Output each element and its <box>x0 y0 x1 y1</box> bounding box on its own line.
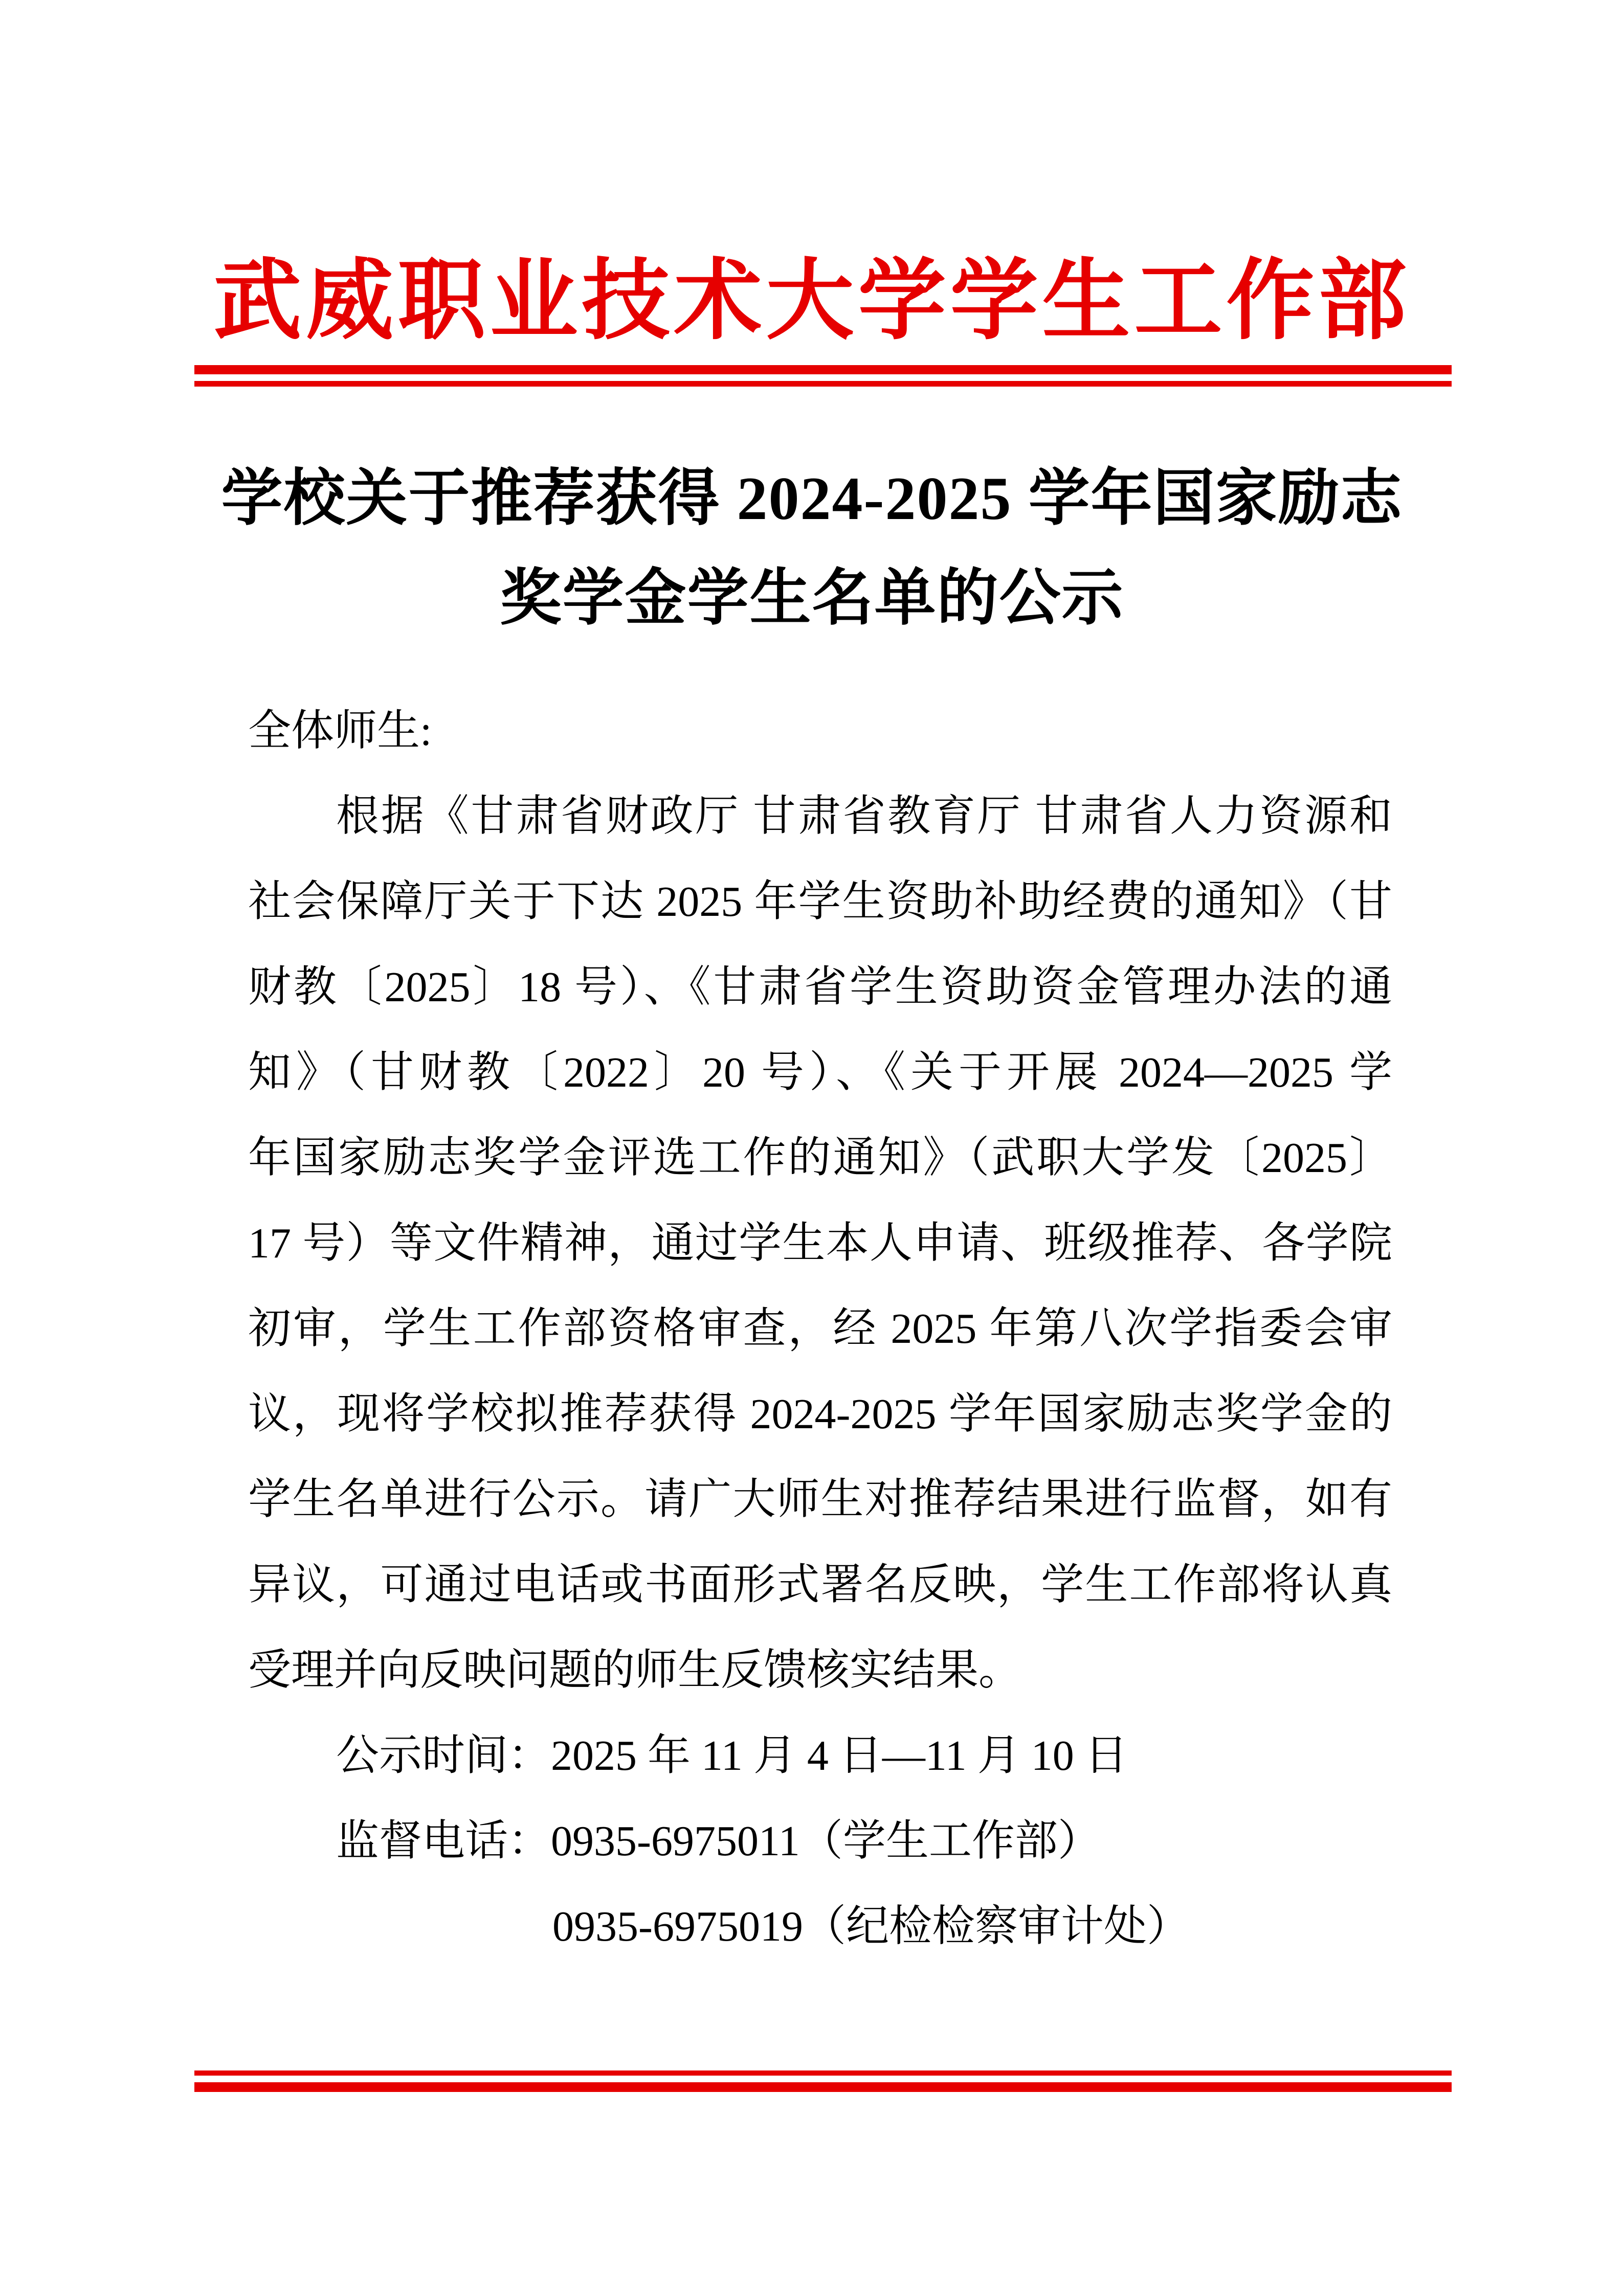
document-body <box>248 688 1392 1969</box>
letterhead-org-name: 武威职业技术大学学生工作部 <box>213 253 1411 350</box>
body-line: 财教〔2025〕18 号）、《甘肃省学生资助资金管理办法的通 <box>248 963 1392 1011</box>
body-line: 17 号）等文件精神，通过学生本人申请、班级推荐、各学院 <box>248 1220 1392 1267</box>
document-title <box>0 448 1624 648</box>
supervision-phone-1: 监督电话：0935-6975011（学生工作部） <box>336 1817 1101 1865</box>
header-rule-thick <box>194 365 1452 374</box>
header-rule-thin <box>194 381 1452 387</box>
footer-rule-thin <box>194 2070 1452 2076</box>
body-line: 学生名单进行公示。请广大师生对推荐结果进行监督，如有 <box>248 1476 1392 1523</box>
body-line: 年国家励志奖学金评选工作的通知》（武职大学发〔2025〕 <box>248 1134 1392 1182</box>
body-line: 受理并向反映问题的师生反馈核实结果。 <box>248 1647 1022 1694</box>
footer-rule-thick <box>194 2082 1452 2092</box>
title-line-2: 奖学金学生名单的公示 <box>500 564 1124 632</box>
salutation: 全体师生: <box>248 707 432 755</box>
notice-period: 公示时间：2025 年 11 月 4 日—11 月 10 日 <box>336 1732 1128 1780</box>
body-line: 知》（甘财教〔2022〕20 号）、《关于开展 2024—2025 学 <box>248 1049 1392 1096</box>
body-line: 初审，学生工作部资格审查，经 2025 年第八次学指委会审 <box>248 1305 1392 1353</box>
body-line: 议，现将学校拟推荐获得 2024-2025 学年国家励志奖学金的 <box>248 1390 1392 1438</box>
body-line: 异议，可通过电话或书面形式署名反映，学生工作部将认真 <box>248 1561 1392 1609</box>
supervision-phone-2: 0935-6975019（纪检检察审计处） <box>552 1903 1190 1950</box>
title-line-1: 学校关于推荐获得 2024-2025 学年国家励志 <box>221 464 1403 532</box>
body-line: 根据《甘肃省财政厅 甘肃省教育厅 甘肃省人力资源和 <box>336 793 1392 840</box>
body-line: 社会保障厅关于下达 2025 年学生资助补助经费的通知》（甘 <box>248 878 1392 926</box>
